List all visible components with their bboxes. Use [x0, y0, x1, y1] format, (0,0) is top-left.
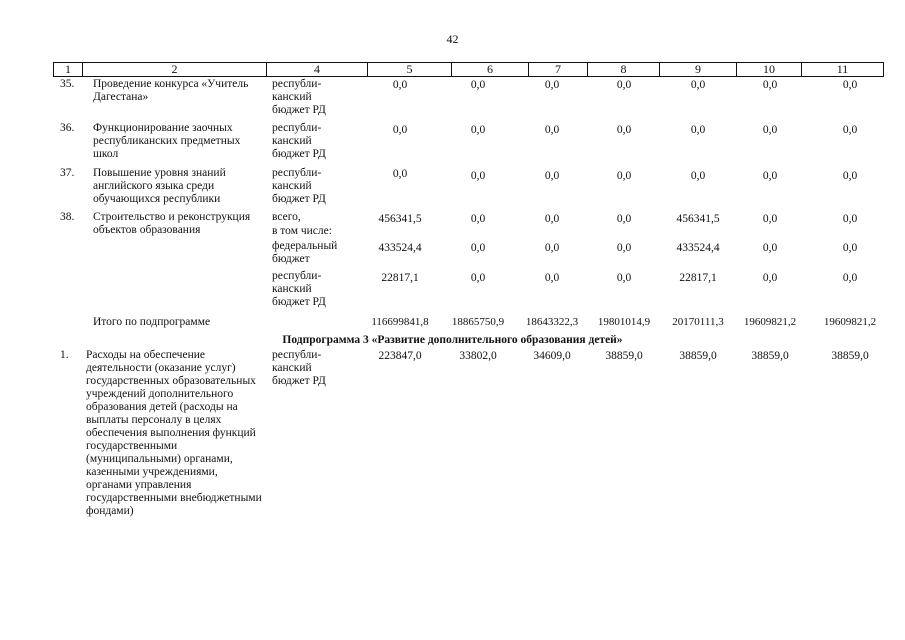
value-col-10: 0,0 [762, 79, 778, 91]
value-col-9: 433524,4 [676, 242, 720, 254]
value-col-9: 0,0 [690, 170, 706, 182]
value-col-11: 0,0 [842, 272, 858, 284]
funding-source: республи-канский бюджет РД [272, 122, 326, 160]
total-col-7: 18643322,3 [525, 316, 579, 328]
total-col-10: 19609821,2 [743, 316, 797, 328]
value-col-7: 0,0 [544, 242, 560, 254]
value-col-9: 38859,0 [679, 350, 717, 362]
value-col-10: 38859,0 [751, 350, 789, 362]
value-col-7: 34609,0 [533, 350, 571, 362]
value-col-6: 0,0 [470, 213, 486, 225]
funding-source: федеральный бюджет [272, 240, 338, 265]
total-label: Итого по подпрограмме [93, 316, 211, 328]
value-col-11: 0,0 [842, 213, 858, 225]
subprogram-title: Подпрограмма 3 «Развитие дополнительного образования детей» [282, 334, 623, 346]
value-col-9: 22817,1 [679, 272, 717, 284]
value-col-6: 33802,0 [459, 350, 497, 362]
row-name: Расходы на обеспечение деятельности (оказание услуг) государственных образовательных учреждений дополнительного образования детей (расходы на выплаты персоналу в целях обеспечения выполнения функций государственными (муниципальными) органами, казенными учреждениями, органами управления государственными внебюджетными фондами) [86, 349, 262, 517]
header-col-6: 6 [452, 63, 529, 76]
value-col-6: 0,0 [470, 170, 486, 182]
value-col-6: 0,0 [470, 124, 486, 136]
funding-source: республи-канский бюджет РД [272, 78, 326, 116]
header-col-10: 10 [737, 63, 802, 76]
total-col-11: 19609821,2 [823, 316, 877, 328]
total-col-6: 18865750,9 [451, 316, 505, 328]
value-col-10: 0,0 [762, 213, 778, 225]
value-col-6: 0,0 [470, 79, 486, 91]
total-col-9: 20170111,3 [672, 316, 724, 328]
value-col-7: 0,0 [544, 213, 560, 225]
value-col-9: 0,0 [690, 79, 706, 91]
value-col-5: 433524,4 [378, 242, 422, 254]
value-col-8: 38859,0 [605, 350, 643, 362]
header-col-1: 1 [54, 63, 83, 76]
value-col-5: 223847,0 [378, 350, 422, 362]
value-col-10: 0,0 [762, 124, 778, 136]
funding-source: республи-канский бюджет РД [272, 270, 326, 308]
value-col-5: 0,0 [392, 79, 408, 91]
value-col-8: 0,0 [616, 79, 632, 91]
value-col-6: 0,0 [470, 272, 486, 284]
funding-source: республи-канский бюджет РД [272, 167, 326, 205]
row-number: 1. [60, 349, 69, 361]
value-col-9: 0,0 [690, 124, 706, 136]
value-col-10: 0,0 [762, 242, 778, 254]
value-col-10: 0,0 [762, 170, 778, 182]
row-number: 37. [60, 167, 75, 179]
value-col-7: 0,0 [544, 79, 560, 91]
funding-source-note: в том числе: [272, 225, 332, 237]
value-col-7: 0,0 [544, 272, 560, 284]
row-number: 35. [60, 78, 75, 90]
value-col-11: 38859,0 [831, 350, 869, 362]
value-col-11: 0,0 [842, 170, 858, 182]
row-number: 36. [60, 122, 75, 134]
table-header-row [53, 62, 884, 77]
header-col-9: 9 [660, 63, 737, 76]
value-col-6: 0,0 [470, 242, 486, 254]
header-col-5: 5 [368, 63, 452, 76]
value-col-8: 0,0 [616, 242, 632, 254]
header-col-8: 8 [588, 63, 660, 76]
header-col-4: 4 [267, 63, 368, 76]
page-number: 42 [446, 32, 459, 46]
value-col-8: 0,0 [616, 124, 632, 136]
total-col-8: 19801014,9 [597, 316, 651, 328]
value-col-11: 0,0 [842, 79, 858, 91]
value-col-7: 0,0 [544, 124, 560, 136]
value-col-11: 0,0 [842, 242, 858, 254]
value-col-11: 0,0 [842, 124, 858, 136]
value-col-9: 456341,5 [676, 213, 720, 225]
value-col-5: 0,0 [392, 124, 408, 136]
header-col-2: 2 [83, 63, 267, 76]
row-number: 38. [60, 211, 75, 223]
value-col-5: 456341,5 [378, 213, 422, 225]
row-name: Строительство и реконструкция объектов образования [93, 211, 251, 236]
value-col-8: 0,0 [616, 213, 632, 225]
value-col-10: 0,0 [762, 272, 778, 284]
value-col-7: 0,0 [544, 170, 560, 182]
header-col-11: 11 [836, 62, 849, 76]
value-col-5: 0,0 [392, 168, 408, 180]
total-col-5: 116699841,8 [371, 316, 429, 328]
funding-source: всего, [272, 211, 301, 223]
value-col-8: 0,0 [616, 272, 632, 284]
row-name: Функционирование заочных республиканских предметных школ [93, 122, 241, 160]
funding-source: республи-канский бюджет РД [272, 349, 326, 387]
row-name: Повышение уровня знаний английского языка среди обучающихся республики [93, 167, 226, 205]
value-col-5: 22817,1 [381, 272, 419, 284]
row-name: Проведение конкурса «Учитель Дагестана» [93, 78, 249, 103]
value-col-8: 0,0 [616, 170, 632, 182]
header-col-7: 7 [529, 63, 588, 76]
